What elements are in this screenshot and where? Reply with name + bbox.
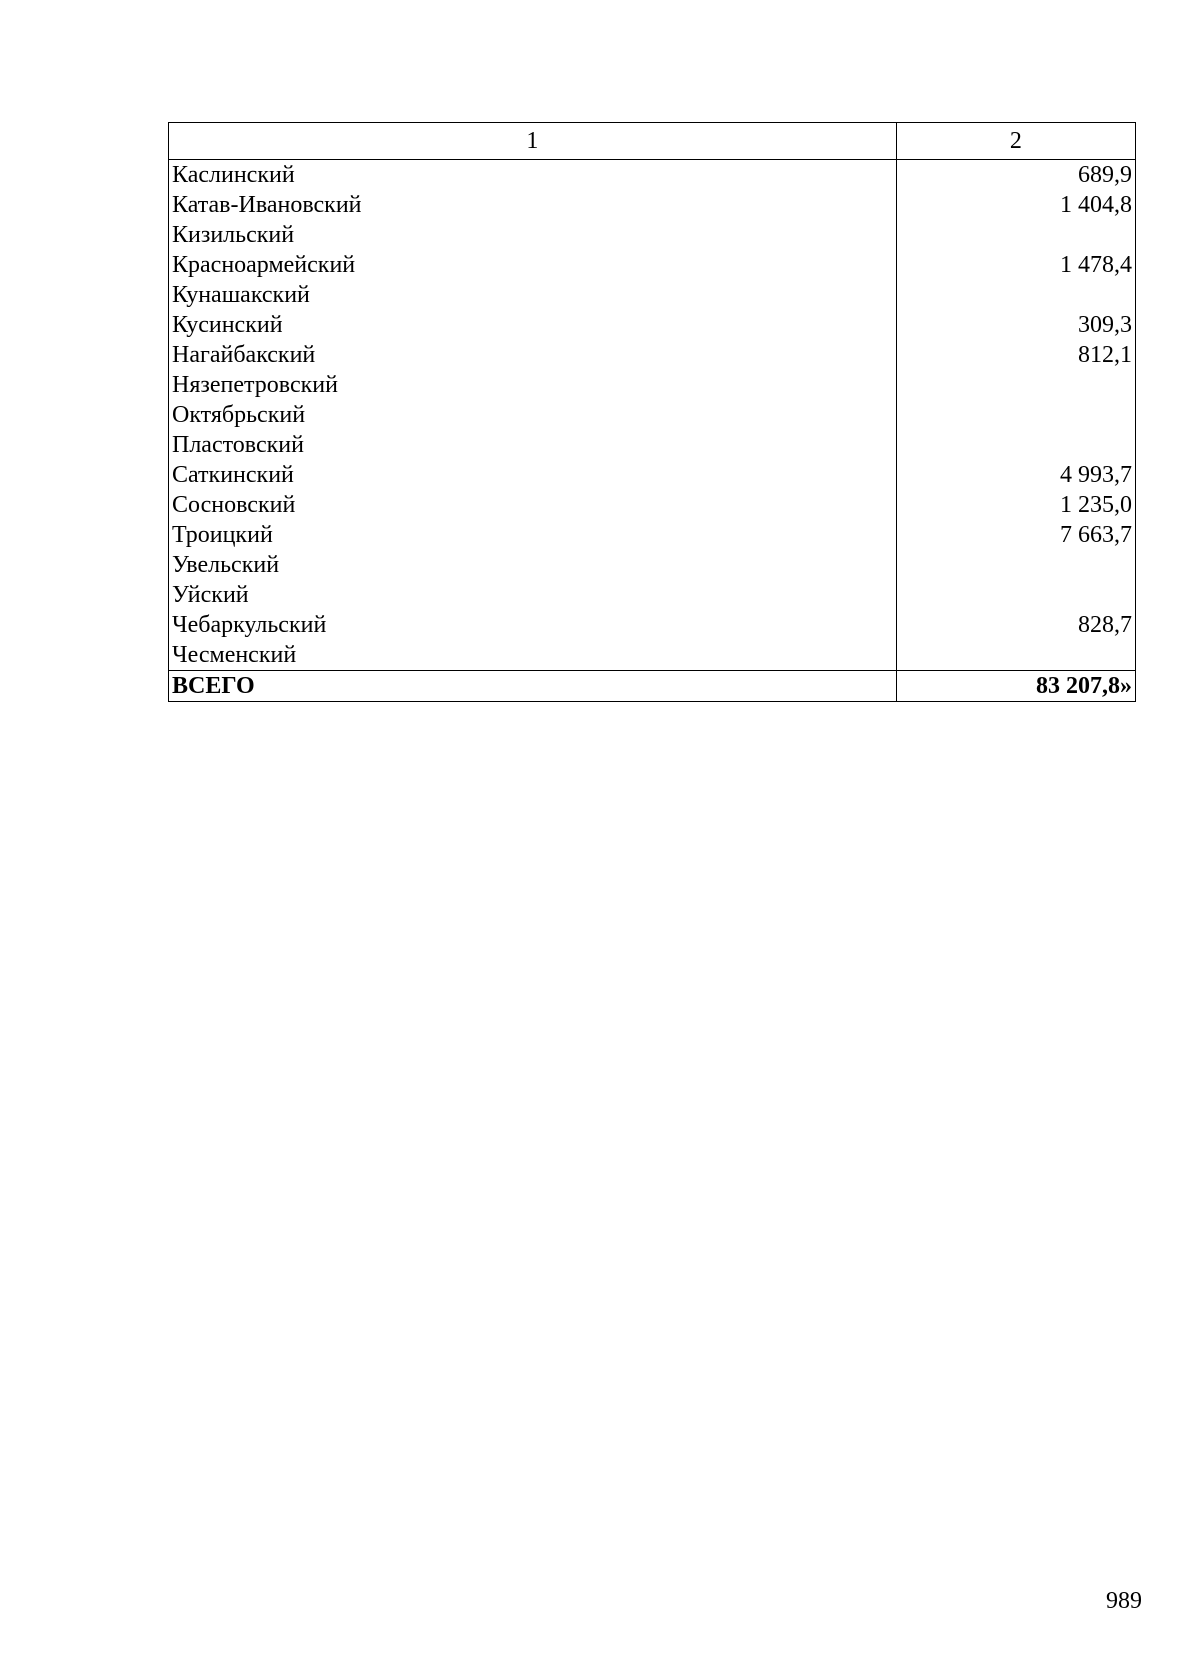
district-name: Чесменский — [169, 640, 897, 671]
table-row — [169, 550, 1136, 580]
table-row — [169, 490, 1136, 520]
district-value: 828,7 — [896, 610, 1135, 640]
district-value: 1 478,4 — [896, 250, 1135, 280]
total-label: ВСЕГО — [169, 671, 897, 702]
district-value — [896, 580, 1135, 610]
district-name: Троицкий — [169, 520, 897, 550]
district-value: 1 235,0 — [896, 490, 1135, 520]
table-row — [169, 400, 1136, 430]
table-row — [169, 160, 1136, 191]
district-value: 7 663,7 — [896, 520, 1135, 550]
table-row — [169, 280, 1136, 310]
table-row — [169, 520, 1136, 550]
district-value — [896, 430, 1135, 460]
district-value — [896, 640, 1135, 671]
table-row — [169, 310, 1136, 340]
total-value: 83 207,8» — [896, 671, 1135, 702]
district-value: 4 993,7 — [896, 460, 1135, 490]
district-name: Саткинский — [169, 460, 897, 490]
district-name: Кусинский — [169, 310, 897, 340]
district-value: 309,3 — [896, 310, 1135, 340]
table-row — [169, 370, 1136, 400]
column-header-1: 1 — [169, 123, 897, 160]
table-row — [169, 190, 1136, 220]
table-row — [169, 430, 1136, 460]
district-value: 689,9 — [896, 160, 1135, 191]
table-row — [169, 580, 1136, 610]
table-row — [169, 640, 1136, 671]
district-value: 812,1 — [896, 340, 1135, 370]
column-header-2: 2 — [896, 123, 1135, 160]
district-name: Увельский — [169, 550, 897, 580]
district-name: Нязепетровский — [169, 370, 897, 400]
district-name: Чебаркульский — [169, 610, 897, 640]
district-name: Кизильский — [169, 220, 897, 250]
page-number: 989 — [1106, 1588, 1142, 1614]
district-value — [896, 370, 1135, 400]
district-value — [896, 400, 1135, 430]
table-row — [169, 220, 1136, 250]
district-name: Пластовский — [169, 430, 897, 460]
table-row — [169, 250, 1136, 280]
district-value — [896, 280, 1135, 310]
district-value: 1 404,8 — [896, 190, 1135, 220]
district-name: Сосновский — [169, 490, 897, 520]
district-name: Уйский — [169, 580, 897, 610]
table-total-row — [169, 671, 1136, 702]
district-name: Кунашакский — [169, 280, 897, 310]
district-name: Каслинский — [169, 160, 897, 191]
district-name: Красноармейский — [169, 250, 897, 280]
table-row — [169, 460, 1136, 490]
district-value — [896, 220, 1135, 250]
district-name: Катав-Ивановский — [169, 190, 897, 220]
district-name: Октябрьский — [169, 400, 897, 430]
district-table — [168, 122, 1136, 702]
table-row — [169, 610, 1136, 640]
table-row — [169, 340, 1136, 370]
district-name: Нагайбакский — [169, 340, 897, 370]
district-value — [896, 550, 1135, 580]
table-header-row — [169, 123, 1136, 160]
